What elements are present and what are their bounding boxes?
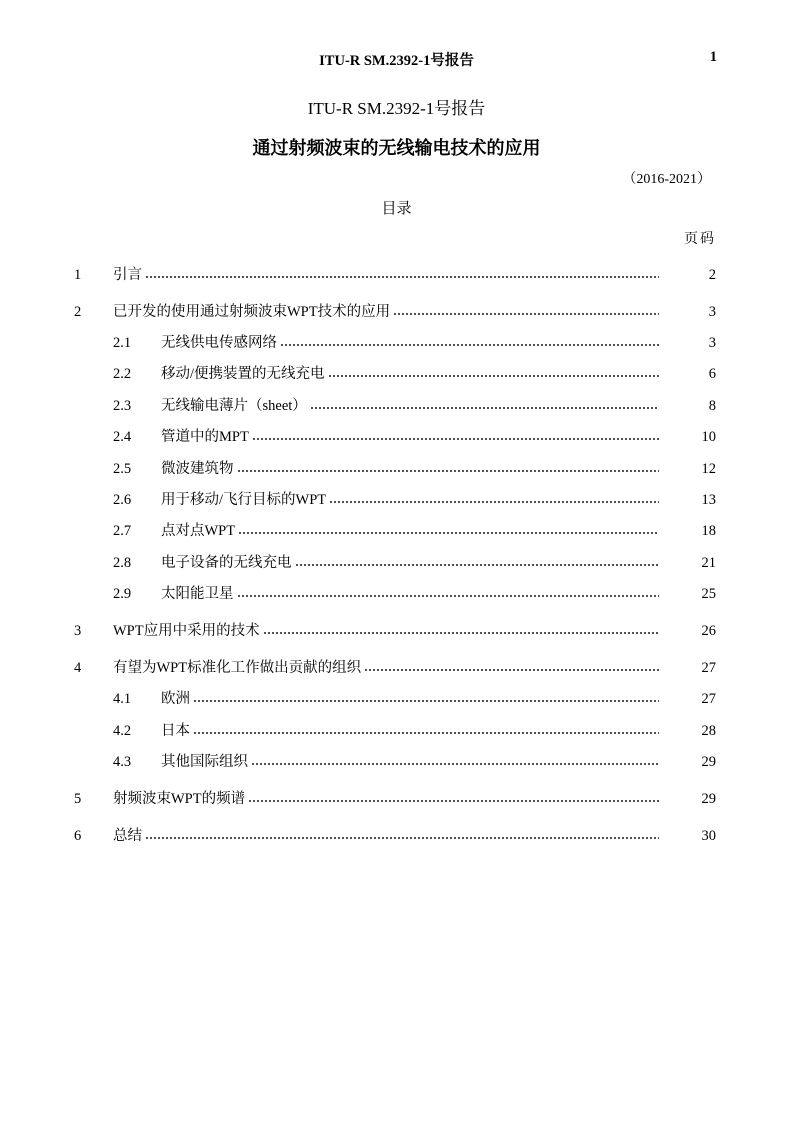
toc-entry-page: 21 [701,555,716,571]
dot-leader [248,789,659,803]
toc-entry-title: 移动/便携装置的无线充电 [161,363,327,385]
toc-entry-page: 12 [701,461,716,477]
toc-entry[interactable] [0,332,793,354]
toc-entry-title: 管道中的MPT [161,426,251,448]
toc-entry-page: 8 [708,398,716,414]
toc-entry-title: 有望为WPT标准化工作做出贡献的组织 [113,657,363,679]
toc-entry-title: 电子设备的无线充电 [161,552,294,574]
toc-entry[interactable] [0,520,793,542]
toc-entry-page: 10 [701,429,716,445]
toc-entry-page: 13 [701,492,716,508]
toc-entry-title: WPT应用中采用的技术 [113,620,262,642]
toc-entry[interactable] [0,583,793,605]
toc-entry-number: 3 [74,623,82,639]
toc-entry[interactable] [0,825,793,847]
toc-entry-number: 2.3 [113,398,132,414]
toc-entry-page: 6 [708,366,716,382]
toc-entry-number: 2.6 [113,492,132,508]
report-number: ITU-R SM.2392-1号报告 [307,99,486,118]
toc-entry-title: 其他国际组织 [161,751,250,773]
toc-entry[interactable] [0,458,793,480]
toc-entry-number: 2.8 [113,555,132,571]
dot-leader [310,396,659,410]
dot-leader [193,689,659,703]
toc-entry-number: 2.9 [113,586,132,602]
toc-entry-title: 日本 [161,720,192,742]
toc-entry[interactable] [0,301,793,323]
report-years: （2016-2021） [622,172,711,187]
toc-entry-page: 3 [708,304,716,320]
toc-entry-page: 25 [701,586,716,602]
toc-entry[interactable] [0,657,793,679]
running-header-page-number: 1 [709,49,717,65]
dot-leader [364,658,659,672]
toc-entry-page: 26 [701,623,716,639]
dot-leader [145,826,659,840]
report-title: 通过射频波束的无线输电技术的应用 [252,138,541,158]
toc-entry-number: 2.1 [113,335,132,351]
dot-leader [237,584,660,598]
toc-entry-number: 4.1 [113,691,132,707]
toc-entry-title: 无线供电传感网络 [161,332,279,354]
toc-entry-title: 已开发的使用通过射频波束WPT技术的应用 [113,301,392,323]
dot-leader [393,302,659,316]
dot-leader [329,490,659,504]
toc-entry-number: 2.4 [113,429,132,445]
toc-entry-title: 无线输电薄片（sheet） [161,395,309,417]
toc-page-column-label: 页码 [684,232,716,247]
toc-entry[interactable] [0,552,793,574]
toc-entry-number: 6 [74,828,82,844]
toc-entry-page: 27 [701,691,716,707]
toc-entry-page: 3 [708,335,716,351]
toc-entry[interactable] [0,363,793,385]
dot-leader [263,621,659,635]
toc-entry-number: 2 [74,304,82,320]
toc-entry-title: 欧洲 [161,688,192,710]
toc-entry-page: 27 [701,660,716,676]
toc-entry-number: 2.5 [113,461,132,477]
toc-entry-title: 点对点WPT [161,520,237,542]
toc-entry-title: 用于移动/飞行目标的WPT [161,489,328,511]
toc-entry[interactable] [0,788,793,810]
dot-leader [280,333,659,347]
toc-entry[interactable] [0,688,793,710]
toc-entry-number: 4.2 [113,723,132,739]
toc-entry-page: 18 [701,523,716,539]
toc-entry-page: 29 [701,791,716,807]
toc-entry-number: 1 [74,267,82,283]
toc-entry-number: 2.2 [113,366,132,382]
toc-entry-page: 28 [701,723,716,739]
toc-entry-number: 4 [74,660,82,676]
toc-entry[interactable] [0,720,793,742]
toc-entry-number: 5 [74,791,82,807]
dot-leader [238,521,659,535]
dot-leader [295,553,660,567]
toc-entry[interactable] [0,426,793,448]
toc-entry-title: 总结 [113,825,144,847]
dot-leader [237,459,660,473]
toc-entry-title: 太阳能卫星 [161,583,236,605]
toc-entry-page: 30 [701,828,716,844]
dot-leader [251,752,659,766]
toc-entry-number: 2.7 [113,523,132,539]
toc-entry-title: 引言 [113,264,144,286]
dot-leader [328,364,659,378]
toc-entry-title: 微波建筑物 [161,458,236,480]
toc-entry[interactable] [0,395,793,417]
dot-leader [193,721,659,735]
dot-leader [252,427,659,441]
toc-heading: 目录 [381,201,412,217]
running-header-title: ITU-R SM.2392-1号报告 [319,53,474,69]
toc-entry-page: 29 [701,754,716,770]
dot-leader [145,265,659,279]
toc-entry-number: 4.3 [113,754,132,770]
toc-entry-title: 射频波束WPT的频谱 [113,788,247,810]
toc-entry[interactable] [0,264,793,286]
toc-entry[interactable] [0,751,793,773]
toc-entry-page: 2 [708,267,716,283]
toc-entry[interactable] [0,489,793,511]
toc-entry[interactable] [0,620,793,642]
